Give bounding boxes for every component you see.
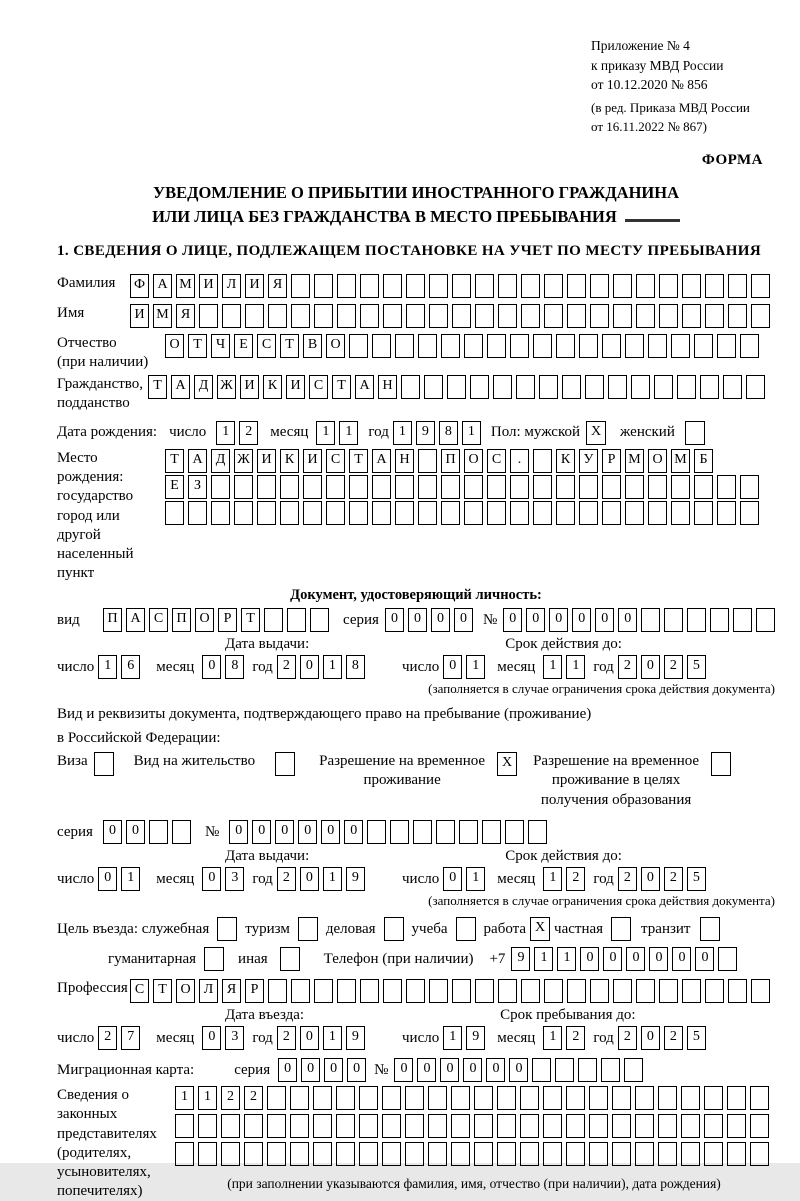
permit-valid-year-boxes[interactable]: 2 0 2 5 [618, 867, 710, 891]
doc-kind-label: вид [57, 611, 80, 628]
appendix-line: от 10.12.2020 № 856 [591, 77, 708, 93]
purpose-humanitarian-label: гуманитарная [108, 950, 197, 967]
day-label: число [57, 1029, 95, 1046]
year-label: год [593, 658, 614, 675]
birth-day-boxes[interactable]: 1 2 [216, 421, 262, 445]
phone-number-boxes[interactable]: 9 1 1 0 0 0 0 0 0 [511, 947, 741, 971]
day-label: число [402, 870, 440, 887]
issue-date-label: Дата выдачи: [225, 848, 310, 865]
birth-date-row [57, 421, 775, 445]
patronymic-label: Отчество (при наличии) [57, 335, 149, 371]
passport-kind-boxes[interactable]: П А С П О Р Т [103, 608, 333, 632]
representatives-boxes-row1[interactable]: 1 1 2 2 [175, 1086, 773, 1110]
purpose-other-checkbox[interactable] [280, 947, 300, 971]
day-label: число [169, 424, 207, 441]
permit-issue-year-boxes[interactable]: 2 0 1 9 [277, 867, 369, 891]
purpose-other-label: иная [238, 950, 268, 967]
validity-note: (заполняется в случае ограничения срока действия документа) [428, 681, 775, 697]
migration-card-row [57, 1058, 775, 1082]
sex-male-label: Пол: мужской [490, 424, 581, 441]
sex-female-checkbox[interactable] [685, 421, 705, 445]
permit-valid-month-boxes[interactable]: 1 2 [543, 867, 589, 891]
purpose-tourism-label: туризм [245, 920, 290, 937]
day-label: число [402, 658, 440, 675]
valid-until-label: Срок действия до: [505, 636, 622, 653]
representatives-label: Сведения о законных представителях (родителях, усыновителях, попечителях) [57, 1087, 157, 1200]
residence-doc-paragraph: Вид и реквизиты документа, подтверждающего право на пребывание (проживание) в Российской Федерации: [57, 706, 592, 746]
permit-series-row [57, 820, 775, 844]
given-name-label: Имя [57, 305, 85, 322]
number-label: № [482, 611, 498, 628]
permit-issue-day-boxes[interactable]: 0 1 [98, 867, 144, 891]
migration-card-label: Миграционная карта: [57, 1061, 195, 1078]
year-label: год [593, 870, 614, 887]
representatives-row [57, 1086, 775, 1201]
profession-boxes[interactable]: С Т О Л Я Р [130, 979, 774, 1003]
entry-year-boxes[interactable]: 2 0 1 9 [277, 1026, 369, 1050]
purpose-official-checkbox[interactable] [217, 917, 237, 941]
month-label: месяц [270, 424, 309, 441]
month-label: месяц [156, 658, 195, 675]
passport-issue-year-boxes[interactable]: 2 0 1 8 [277, 655, 369, 679]
surname-boxes[interactable]: Ф А М И Л И Я [130, 274, 774, 298]
purpose-study-checkbox[interactable] [456, 917, 476, 941]
birth-month-boxes[interactable]: 1 1 [316, 421, 362, 445]
entry-month-boxes[interactable]: 0 3 [202, 1026, 248, 1050]
purpose-private-label: частная [554, 920, 604, 937]
migration-number-boxes[interactable]: 0 0 0 0 0 0 [394, 1058, 647, 1082]
temp-permit-checkbox[interactable]: X [497, 752, 517, 776]
birth-place-boxes-row3[interactable] [165, 501, 763, 525]
stay-month-boxes[interactable]: 1 2 [543, 1026, 589, 1050]
surname-label: Фамилия [57, 275, 116, 292]
month-label: месяц [156, 1029, 195, 1046]
title-line2: ИЛИ ЛИЦА БЕЗ ГРАЖДАНСТВА В МЕСТО ПРЕБЫВАНИЯ [152, 207, 617, 227]
passport-valid-month-boxes[interactable]: 1 1 [543, 655, 589, 679]
passport-valid-day-boxes[interactable]: 0 1 [443, 655, 489, 679]
entry-dates-row [57, 1026, 775, 1050]
visa-label: Виза [57, 752, 88, 769]
surname-row [57, 274, 775, 298]
validity-note: (заполняется в случае ограничения срока действия документа) [428, 893, 775, 909]
form-label: ФОРМА [701, 152, 763, 169]
number-label: № [374, 1061, 389, 1078]
purpose-transit-checkbox[interactable] [700, 917, 720, 941]
citizenship-label: Гражданство, подданство [57, 375, 144, 411]
month-label: месяц [497, 1029, 536, 1046]
birth-year-boxes[interactable]: 1 9 8 1 [393, 421, 485, 445]
passport-issue-day-boxes[interactable]: 1 6 [98, 655, 144, 679]
appendix-line: Приложение № 4 [591, 38, 690, 53]
phone-prefix: +7 [489, 950, 506, 967]
title-blank-line [625, 219, 680, 222]
passport-valid-year-boxes[interactable]: 2 0 2 5 [618, 655, 710, 679]
identity-doc-heading: Документ, удостоверяющий личность: [290, 587, 542, 604]
residence-permit-label: Вид на жительство [133, 752, 256, 769]
purpose-business-label: деловая [325, 920, 376, 937]
stay-until-label: Срок пребывания до: [500, 1007, 636, 1024]
month-label: месяц [497, 658, 536, 675]
series-label: серия [343, 611, 379, 628]
passport-number-boxes[interactable]: 0 0 0 0 0 0 [503, 608, 779, 632]
year-label: год [252, 870, 273, 887]
series-label: серия [234, 1061, 271, 1078]
birth-place-row [57, 449, 775, 583]
permit-valid-day-boxes[interactable]: 0 1 [443, 867, 489, 891]
profession-row [57, 979, 775, 1003]
purpose-humanitarian-checkbox[interactable] [204, 947, 224, 971]
given-name-boxes[interactable]: И М Я [130, 304, 774, 328]
entry-purpose-row2 [57, 947, 775, 971]
stay-year-boxes[interactable]: 2 0 2 5 [618, 1026, 710, 1050]
passport-issue-month-boxes[interactable]: 0 8 [202, 655, 248, 679]
year-label: год [368, 424, 389, 441]
appendix-line: к приказу МВД России [591, 57, 724, 73]
permit-issue-month-boxes[interactable]: 0 3 [202, 867, 248, 891]
month-label: месяц [497, 870, 536, 887]
temp-permit-label: Разрешение на временное проживание [319, 752, 486, 789]
day-label: число [57, 870, 95, 887]
permit-dates-row [57, 867, 775, 891]
residence-permit-checkbox[interactable] [275, 752, 295, 776]
purpose-work-label: работа [483, 920, 527, 937]
passport-dates-row [57, 655, 775, 679]
day-label: число [57, 658, 95, 675]
purpose-business-checkbox[interactable] [384, 917, 404, 941]
purpose-private-checkbox[interactable] [611, 917, 631, 941]
series-label: серия [57, 823, 93, 840]
birth-date-label: Дата рождения: [57, 424, 158, 441]
birth-place-label: Место рождения: государство город или другой населенный пункт [57, 449, 134, 582]
patronymic-row [57, 334, 775, 372]
number-label: № [204, 823, 220, 840]
day-label: число [402, 1029, 440, 1046]
birth-place-boxes-row2[interactable]: Е З [165, 475, 763, 499]
section1-heading: 1. СВЕДЕНИЯ О ЛИЦЕ, ПОДЛЕЖАЩЕМ ПОСТАНОВКЕ НА УЧЕТ ПО МЕСТУ ПРЕБЫВАНИЯ [57, 243, 762, 260]
year-label: год [252, 1029, 273, 1046]
purpose-work-checkbox[interactable]: X [530, 917, 550, 941]
entry-dates-header [57, 1007, 775, 1024]
appendix-block [591, 36, 769, 136]
entry-day-boxes[interactable]: 2 7 [98, 1026, 144, 1050]
permit-series-boxes[interactable]: 0 0 [103, 820, 195, 844]
entry-purpose-label: Цель въезда: служебная [57, 920, 210, 937]
sex-female-label: женский [620, 424, 675, 441]
issue-date-label: Дата выдачи: [225, 636, 310, 653]
year-label: год [252, 658, 273, 675]
temp-permit-edu-label: Разрешение на временное проживание в целях получения образования [533, 752, 700, 808]
title-line1: УВЕДОМЛЕНИЕ О ПРИБЫТИИ ИНОСТРАННОГО ГРАЖДАНИНА [152, 183, 680, 203]
amendment-line: (в ред. Приказа МВД России [591, 99, 750, 115]
valid-until-label: Срок действия до: [505, 848, 622, 865]
month-label: месяц [156, 870, 195, 887]
visa-checkbox[interactable] [94, 752, 114, 776]
entry-date-label: Дата въезда: [225, 1007, 305, 1024]
residence-doc-options-row [57, 752, 775, 811]
entry-purpose-row [57, 917, 775, 941]
page-title [57, 181, 775, 229]
given-name-row [57, 304, 775, 328]
amendment-line: от 16.11.2022 № 867) [591, 118, 708, 134]
birth-place-boxes-row1[interactable]: Т А Д Ж И К И С Т А Н П О С . К У Р М О М Б [165, 449, 763, 473]
representatives-boxes-row3[interactable] [175, 1142, 773, 1166]
patronymic-boxes[interactable]: О Т Ч Е С Т В О [165, 334, 763, 358]
year-label: год [593, 1029, 614, 1046]
permit-number-boxes[interactable]: 0 0 0 0 0 0 [229, 820, 551, 844]
purpose-tourism-checkbox[interactable] [298, 917, 318, 941]
profession-label: Профессия [57, 980, 128, 997]
citizenship-boxes[interactable]: Т А Д Ж И К И С Т А Н [148, 375, 769, 399]
permit-dates-header [57, 848, 775, 865]
temp-permit-edu-checkbox[interactable] [711, 752, 731, 776]
stay-day-boxes[interactable]: 1 9 [443, 1026, 489, 1050]
passport-dates-header [57, 636, 775, 653]
representatives-note: (при заполнении указываются фамилия, имя, отчество (при наличии), дата рождения) [227, 1176, 721, 1192]
citizenship-row [57, 375, 775, 413]
passport-series-boxes[interactable]: 0 0 0 0 [385, 608, 477, 632]
migration-series-boxes[interactable]: 0 0 0 0 [278, 1058, 370, 1082]
sex-male-checkbox[interactable]: X [586, 421, 606, 445]
representatives-boxes-row2[interactable] [175, 1114, 773, 1138]
identity-doc-row [57, 608, 775, 632]
purpose-study-label: учеба [411, 920, 448, 937]
purpose-transit-label: транзит [641, 920, 691, 937]
phone-label: Телефон (при наличии) [323, 950, 474, 967]
